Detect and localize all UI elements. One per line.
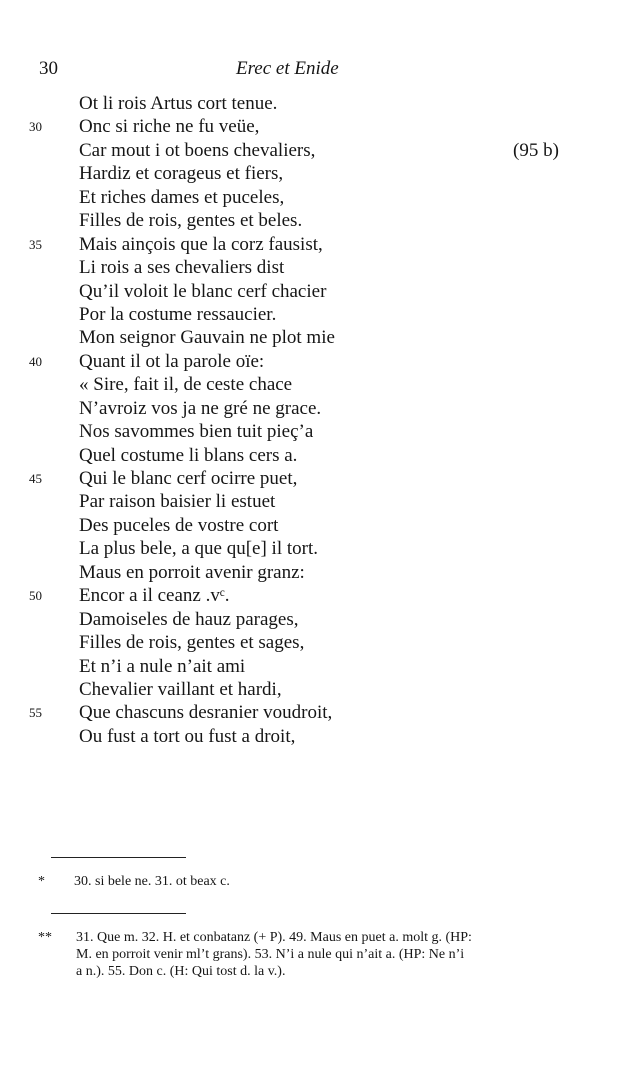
verse-text: Onc si riche ne fu veüe, bbox=[79, 116, 260, 138]
verse-text: La plus bele, a que qu[e] il tort. bbox=[79, 538, 319, 560]
verse-text: Por la costume ressaucier. bbox=[79, 303, 277, 325]
poem-text bbox=[0, 92, 633, 748]
verse-text: Nos savommes bien tuit pieç’a bbox=[79, 421, 314, 443]
verse-line bbox=[0, 701, 633, 724]
verse-text: Maus en porroit avenir granz: bbox=[79, 561, 305, 583]
verse-line bbox=[0, 725, 633, 748]
folio-reference: (95 b) bbox=[513, 139, 559, 161]
footnote-variants-star bbox=[38, 873, 598, 890]
verse-text: Filles de rois, gentes et sages, bbox=[79, 632, 305, 654]
line-number: 55 bbox=[29, 705, 42, 721]
verse-text: Encor a il ceanz .vᶜ. bbox=[79, 585, 230, 607]
verse-text: Mais ainçois que la corz fausist, bbox=[79, 233, 323, 255]
footnote-line: 31. Que m. 32. H. et conbatanz (+ P). 49. Maus en puet a. molt g. (HP: bbox=[76, 930, 472, 945]
verse-text: Mon seignor Gauvain ne plot mie bbox=[79, 327, 335, 349]
line-number: 40 bbox=[29, 353, 42, 369]
line-number: 35 bbox=[29, 236, 42, 252]
footnote-marker: * bbox=[38, 874, 45, 889]
footnote-text: 30. si bele ne. 31. ot beax c. bbox=[74, 874, 230, 889]
verse-text: Qu’il voloit le blanc cerf chacier bbox=[79, 280, 327, 302]
verse-text: Par raison baisier li estuet bbox=[79, 491, 276, 513]
verse-line bbox=[0, 256, 633, 279]
page-number: 30 bbox=[39, 58, 58, 79]
verse-line bbox=[0, 209, 633, 232]
verse-text: Des puceles de vostre cort bbox=[79, 514, 279, 536]
verse-line bbox=[0, 678, 633, 701]
verse-text: Et riches dames et puceles, bbox=[79, 186, 285, 208]
verse-text: « Sire, fait il, de ceste chace bbox=[79, 374, 293, 396]
verse-line bbox=[0, 584, 633, 607]
verse-line bbox=[0, 280, 633, 303]
verse-line bbox=[0, 420, 633, 443]
verse-line bbox=[0, 186, 633, 209]
verse-line bbox=[0, 373, 633, 396]
verse-line bbox=[0, 115, 633, 138]
verse-line bbox=[0, 233, 633, 256]
verse-text: Quel costume li blans cers a. bbox=[79, 444, 298, 466]
verse-line bbox=[0, 326, 633, 349]
footnote-body bbox=[76, 929, 596, 980]
verse-line bbox=[0, 655, 633, 678]
verse-text: Hardiz et corageus et fiers, bbox=[79, 163, 284, 185]
footnote-rule bbox=[51, 913, 186, 914]
verse-line bbox=[0, 467, 633, 490]
verse-text: N’avroiz vos ja ne gré ne grace. bbox=[79, 397, 322, 419]
verse-text: Ou fust a tort ou fust a droit, bbox=[79, 725, 296, 747]
line-number: 45 bbox=[29, 471, 42, 486]
verse-text: Car mout i ot boens chevaliers, bbox=[79, 139, 316, 161]
verse-text: Damoiseles de hauz parages, bbox=[79, 608, 299, 630]
verse-text: Quant il ot la parole oïe: bbox=[79, 350, 265, 372]
footnote-line: a n.). 55. Don c. (H: Qui tost d. la v.). bbox=[76, 964, 286, 979]
footnote-rule bbox=[51, 857, 186, 858]
verse-text: Qui le blanc cerf ocirre puet, bbox=[79, 468, 298, 489]
verse-line bbox=[0, 631, 633, 654]
verse-line bbox=[0, 444, 633, 467]
verse-line bbox=[0, 397, 633, 420]
verse-text: Filles de rois, gentes et beles. bbox=[79, 210, 303, 232]
line-number: 50 bbox=[29, 588, 42, 604]
verse-line bbox=[0, 514, 633, 537]
verse-line bbox=[0, 139, 633, 162]
verse-line bbox=[0, 490, 633, 513]
verse-text: Que chascuns desranier voudroit, bbox=[79, 702, 333, 724]
verse-line bbox=[0, 162, 633, 185]
running-title: Erec et Enide bbox=[236, 58, 339, 79]
verse-line bbox=[0, 303, 633, 326]
line-number: 30 bbox=[29, 119, 42, 135]
verse-line bbox=[0, 561, 633, 584]
verse-line bbox=[0, 350, 633, 373]
footnote-line: M. en porroit venir ml’t grans). 53. N’i a nule qui n’ait a. (HP: Ne n’i bbox=[76, 947, 465, 962]
verse-text: Li rois a ses chevaliers dist bbox=[79, 257, 285, 279]
verse-text: Chevalier vaillant et hardi, bbox=[79, 678, 282, 700]
footnote-marker: ** bbox=[38, 930, 52, 945]
verse-text: Ot li rois Artus cort tenue. bbox=[79, 93, 278, 114]
verse-line bbox=[0, 537, 633, 560]
verse-line bbox=[0, 92, 633, 115]
verse-text: Et n’i a nule n’ait ami bbox=[79, 655, 246, 677]
verse-line bbox=[0, 608, 633, 631]
